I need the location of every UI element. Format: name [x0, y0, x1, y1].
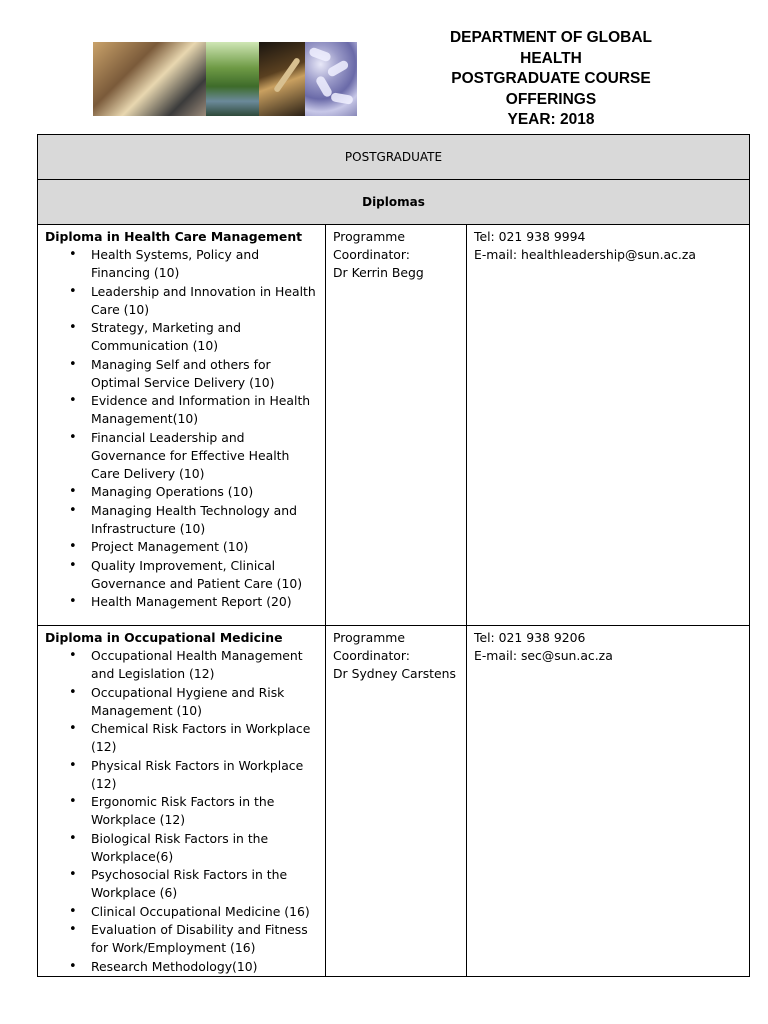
- coordinator-label: Programme: [333, 229, 405, 244]
- contact-phone: Tel: 021 938 9994: [474, 229, 586, 244]
- coordinator-cell: [326, 626, 467, 977]
- photo-syringe: [259, 42, 305, 116]
- list-item: • Evidence and Information in Health Management(10): [91, 392, 321, 428]
- photo-capsules: [305, 42, 357, 116]
- list-item: • Leadership and Innovation in Health Care (10): [91, 283, 321, 319]
- subsection-heading-text: Diplomas: [362, 195, 425, 209]
- list-item: • Evaluation of Disability and Fitness for Work/Employment (16): [91, 921, 321, 957]
- contact-cell: [467, 225, 750, 626]
- programme-cell: [38, 626, 326, 977]
- list-item: • Research Methodology(10): [91, 958, 321, 976]
- title-line: OFFERINGS: [505, 90, 597, 108]
- list-item: • Occupational Hygiene and Risk Management (10): [91, 684, 321, 720]
- list-item: • Clinical Occupational Medicine (16): [91, 903, 321, 921]
- coordinator-name: Dr Kerrin Begg: [333, 265, 424, 280]
- list-item: • Health Systems, Policy and Financing (10): [91, 246, 321, 282]
- coordinator-cell: [326, 225, 467, 626]
- list-item: • Managing Self and others for Optimal Service Delivery (10): [91, 356, 321, 392]
- coordinator-name: Dr Sydney Carstens: [333, 666, 456, 681]
- title-line: HEALTH: [520, 49, 582, 67]
- section-heading: [38, 135, 750, 180]
- list-item: • Financial Leadership and Governance for Effective Health Care Delivery (10): [91, 429, 321, 483]
- list-item: • Chemical Risk Factors in Workplace (12): [91, 720, 321, 756]
- coordinator-label: Coordinator:: [333, 247, 410, 262]
- contact-email: E-mail: healthleadership@sun.ac.za: [474, 247, 696, 262]
- title-line: POSTGRADUATE COURSE: [451, 70, 651, 88]
- diploma-title: Diploma in Occupational Medicine: [45, 630, 283, 645]
- coordinator-label: Programme: [333, 630, 405, 645]
- coordinator-label: Coordinator:: [333, 648, 410, 663]
- programme-cell: [38, 225, 326, 626]
- subsection-heading: [38, 180, 750, 225]
- list-item: • Ergonomic Risk Factors in the Workplace (12): [91, 793, 321, 829]
- table-row: [38, 225, 750, 626]
- list-item: • Managing Health Technology and Infrastructure (10): [91, 502, 321, 538]
- course-offerings-table: [37, 134, 750, 977]
- title-line: YEAR: 2018: [507, 111, 595, 129]
- list-item: • Managing Operations (10): [91, 483, 321, 501]
- contact-phone: Tel: 021 938 9206: [474, 630, 586, 645]
- document-title: [425, 28, 677, 131]
- header-photo-strip: [93, 42, 357, 116]
- title-line: DEPARTMENT OF GLOBAL: [449, 29, 653, 46]
- list-item: • Project Management (10): [91, 538, 321, 556]
- list-item: • Quality Improvement, Clinical Governance and Patient Care (10): [91, 557, 321, 593]
- photo-river-landscape: [206, 42, 259, 116]
- list-item: • Strategy, Marketing and Communication (10): [91, 319, 321, 355]
- course-list: [45, 647, 321, 976]
- diploma-title: Diploma in Health Care Management: [45, 229, 303, 244]
- list-item: • Occupational Health Management and Legislation (12): [91, 647, 321, 683]
- list-item: • Psychosocial Risk Factors in the Workplace (6): [91, 866, 321, 902]
- contact-email: E-mail: sec@sun.ac.za: [474, 648, 613, 663]
- section-heading-text: POSTGRADUATE: [344, 150, 443, 164]
- course-list: [45, 246, 321, 611]
- photo-health-workers: [93, 42, 206, 116]
- table-row: [38, 626, 750, 977]
- list-item: • Biological Risk Factors in the Workplace(6): [91, 830, 321, 866]
- list-item: • Health Management Report (20): [91, 593, 321, 611]
- contact-cell: [467, 626, 750, 977]
- list-item: • Physical Risk Factors in Workplace (12): [91, 757, 321, 793]
